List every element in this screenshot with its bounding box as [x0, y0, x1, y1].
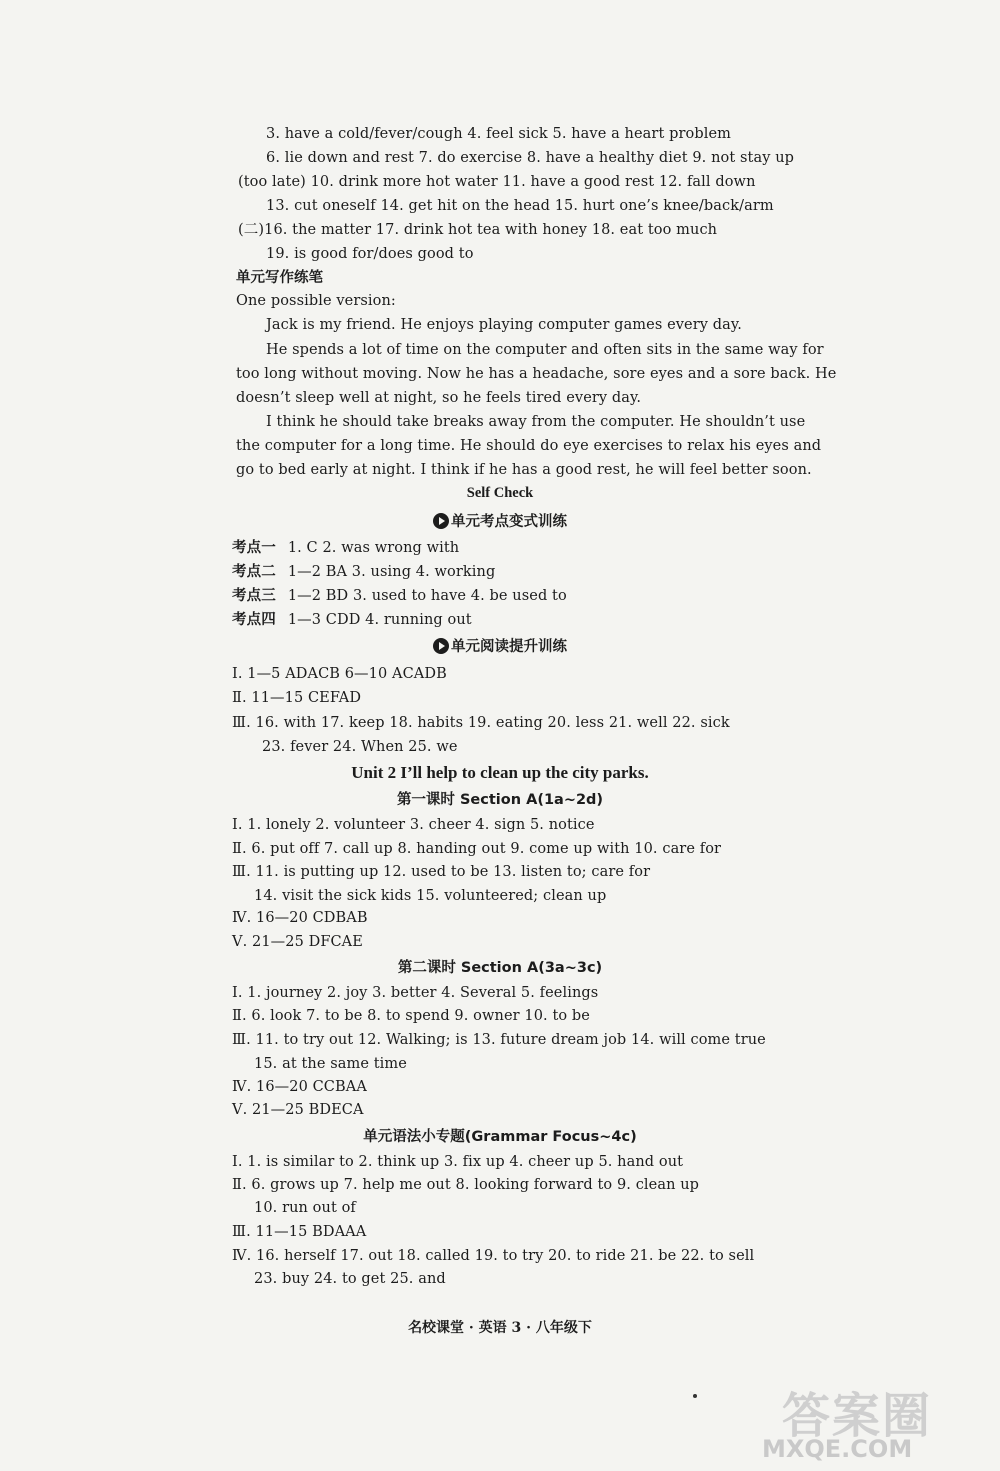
ink-dot — [693, 1394, 697, 1398]
subheading-label: 单元考点变式训练 — [451, 514, 567, 530]
answer-line: Ⅰ. 1. is similar to 2. think up 3. fix up 4. cheer up 5. hand out — [232, 1154, 684, 1170]
kaodian-line — [232, 610, 472, 630]
writing-paragraph: go to bed early at night. I think if he has a good rest, he will feel better soon. — [236, 462, 812, 478]
lesson-heading: 第二课时 Section A(3a~3c) — [397, 960, 603, 976]
kaodian-answer: 1. C 2. was wrong with — [287, 540, 460, 556]
kaodian-line — [232, 538, 459, 558]
answer-line: Ⅱ. 6. put off 7. call up 8. handing out 9. come up with 10. care for — [232, 841, 722, 857]
answer-line: Ⅳ. 16—20 CCBAA — [232, 1079, 367, 1095]
answer-line: (too late) 10. drink more hot water 11. have a good rest 12. fall down — [238, 174, 756, 190]
self-check-subheading — [0, 512, 1000, 532]
kaodian-label: 考点四 — [232, 612, 276, 628]
writing-intro: One possible version: — [236, 293, 396, 309]
kaodian-answer: 1—3 CDD 4. running out — [287, 612, 472, 628]
answer-line: 10. run out of — [254, 1200, 356, 1216]
answer-line: Ⅳ. 16—20 CDBAB — [232, 910, 368, 926]
answer-line: 19. is good for/does good to — [266, 246, 474, 262]
answer-line: Ⅳ. 16. herself 17. out 18. called 19. to try 20. to ride 21. be 22. to sell — [232, 1248, 755, 1264]
play-circle-icon — [433, 513, 449, 529]
watermark-url: MXQE.COM — [762, 1435, 913, 1463]
lesson-heading: 第一课时 Section A(1a~2d) — [396, 792, 604, 808]
answer-line: (二)16. the matter 17. drink hot tea with honey 18. eat too much — [238, 222, 718, 238]
answer-line: Ⅰ. 1. lonely 2. volunteer 3. cheer 4. sign 5. notice — [232, 817, 595, 833]
writing-heading: 单元写作练笔 — [236, 270, 323, 286]
writing-paragraph: the computer for a long time. He should do eye exercises to relax his eyes and — [236, 438, 822, 454]
writing-paragraph: doesn’t sleep well at night, so he feels tired every day. — [236, 390, 642, 406]
answer-line: 23. fever 24. When 25. we — [262, 739, 458, 755]
answer-line: Ⅴ. 21—25 DFCAE — [232, 934, 363, 950]
answer-line: 14. visit the sick kids 15. volunteered; clean up — [254, 888, 607, 904]
kaodian-answer: 1—2 BD 3. used to have 4. be used to — [287, 588, 567, 604]
answer-line: 15. at the same time — [254, 1056, 407, 1072]
answer-line: 13. cut oneself 14. get hit on the head 15. hurt one’s knee/back/arm — [266, 198, 774, 214]
watermark-text: 答案圈 — [782, 1388, 933, 1444]
answer-line: Ⅱ. 6. look 7. to be 8. to spend 9. owner 10. to be — [232, 1008, 590, 1024]
answer-line: Ⅲ. 11. is putting up 12. used to be 13. listen to; care for — [232, 864, 651, 880]
writing-paragraph: He spends a lot of time on the computer and often sits in the same way for — [266, 342, 824, 358]
answer-line: Ⅰ. 1. journey 2. joy 3. better 4. Several 5. feelings — [232, 985, 599, 1001]
writing-paragraph: I think he should take breaks away from the computer. He shouldn’t use — [266, 414, 806, 430]
kaodian-line — [232, 562, 495, 582]
answer-line: 3. have a cold/fever/cough 4. feel sick 5. have a heart problem — [266, 126, 731, 142]
kaodian-answer: 1—2 BA 3. using 4. working — [287, 564, 496, 580]
writing-paragraph: Jack is my friend. He enjoys playing computer games every day. — [266, 317, 742, 333]
kaodian-label: 考点一 — [232, 540, 276, 556]
grammar-heading: 单元语法小专题(Grammar Focus~4c) — [363, 1129, 637, 1145]
answer-line: Ⅱ. 11—15 CEFAD — [232, 690, 362, 706]
kaodian-label: 考点二 — [232, 564, 276, 580]
watermark-logo — [742, 1377, 992, 1467]
answer-line: Ⅰ. 1—5 ADACB 6—10 ACADB — [232, 666, 447, 682]
answer-line: Ⅲ. 11—15 BDAAA — [232, 1224, 367, 1240]
reading-subheading — [0, 637, 1000, 657]
answer-line: Ⅱ. 6. grows up 7. help me out 8. looking forward to 9. clean up — [232, 1177, 700, 1193]
unit-title: Unit 2 I’ll help to clean up the city parks. — [351, 763, 649, 782]
play-circle-icon — [433, 638, 449, 654]
answer-line: Ⅲ. 16. with 17. keep 18. habits 19. eating 20. less 21. well 22. sick — [232, 715, 730, 731]
kaodian-line — [232, 586, 567, 606]
self-check-title: Self Check — [466, 485, 534, 501]
subheading-label: 单元阅读提升训练 — [451, 639, 567, 655]
answer-line: 6. lie down and rest 7. do exercise 8. have a healthy diet 9. not stay up — [266, 150, 795, 166]
writing-paragraph: too long without moving. Now he has a headache, sore eyes and a sore back. He — [236, 366, 837, 382]
page-footer: 名校课堂 · 英语 3 · 八年级下 — [408, 1320, 592, 1336]
answer-line: 23. buy 24. to get 25. and — [254, 1271, 446, 1287]
kaodian-label: 考点三 — [232, 588, 276, 604]
answer-line: Ⅴ. 21—25 BDECA — [232, 1102, 364, 1118]
answer-line: Ⅲ. 11. to try out 12. Walking; is 13. future dream job 14. will come true — [232, 1032, 766, 1048]
